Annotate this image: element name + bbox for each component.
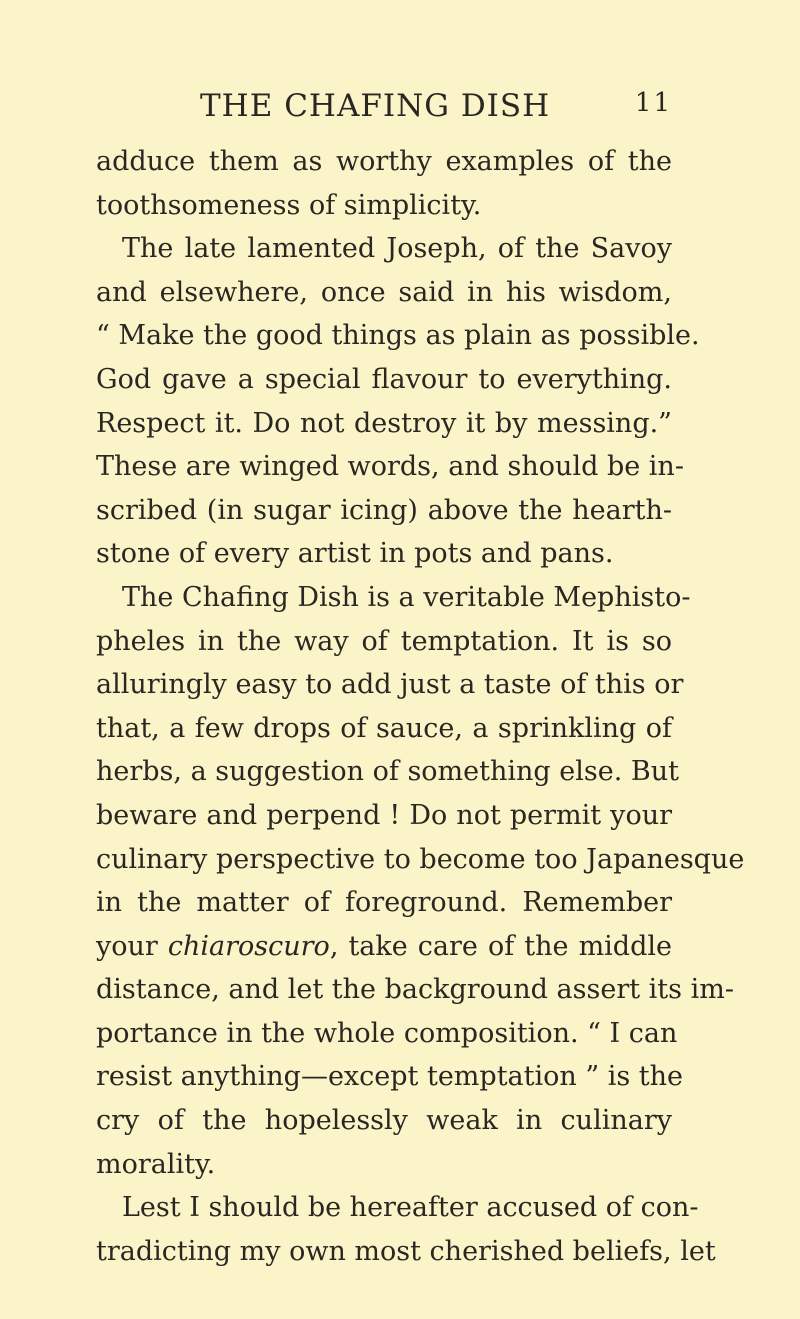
running-title: THE CHAFING DISH [200, 88, 551, 124]
text-line: culinary perspective to become too Japanesque [96, 843, 745, 875]
text-line: pheles in the way of temptation. It is so [96, 625, 672, 657]
text-line: in the matter of foreground. Remember [96, 887, 672, 919]
text-span: your [96, 930, 168, 962]
text-line: that, a few drops of sauce, a sprinkling of [96, 712, 672, 744]
text-line-italic-term [96, 925, 672, 969]
text-line: toothsomeness of simplicity. [96, 189, 482, 221]
page-number: 11 [634, 88, 672, 118]
body-text [96, 140, 745, 1273]
text-line: adduce them as worthy examples of the [96, 146, 672, 177]
text-line: distance, and let the background assert its im- [96, 974, 734, 1006]
italic-term: chiaroscuro [167, 930, 330, 962]
text-line: portance in the whole composition. “ I can [96, 1017, 678, 1049]
text-line: Lest I should be hereafter accused of con- [122, 1192, 699, 1224]
text-line: The Chafing Dish is a veritable Mephisto- [122, 581, 691, 613]
text-line: “ Make the good things as plain as possible. [96, 320, 700, 352]
running-head [96, 88, 684, 128]
text-line: morality. [96, 1148, 216, 1180]
text-line: beware and perpend ! Do not permit your [96, 799, 672, 831]
text-line: and elsewhere, once said in his wisdom, [96, 276, 672, 308]
text-line: The late lamented Joseph, of the Savoy [122, 233, 672, 265]
text-span: , take care of the middle [329, 930, 672, 962]
text-line: Respect it. Do not destroy it by messing.” [96, 407, 672, 439]
text-line: God gave a special flavour to everything. [96, 363, 672, 395]
text-line: cry of the hopelessly weak in culinary [96, 1105, 672, 1137]
text-line: resist anything—except temptation ” is the [96, 1061, 684, 1093]
text-line: scribed (in sugar icing) above the hearth- [96, 494, 672, 526]
text-line: alluringly easy to add just a taste of this or [96, 669, 684, 701]
text-line: herbs, a suggestion of something else. But [96, 756, 679, 788]
text-line: tradicting my own most cherished beliefs, let [96, 1235, 716, 1267]
text-line: These are winged words, and should be in- [96, 451, 684, 483]
text-line: stone of every artist in pots and pans. [96, 538, 614, 570]
